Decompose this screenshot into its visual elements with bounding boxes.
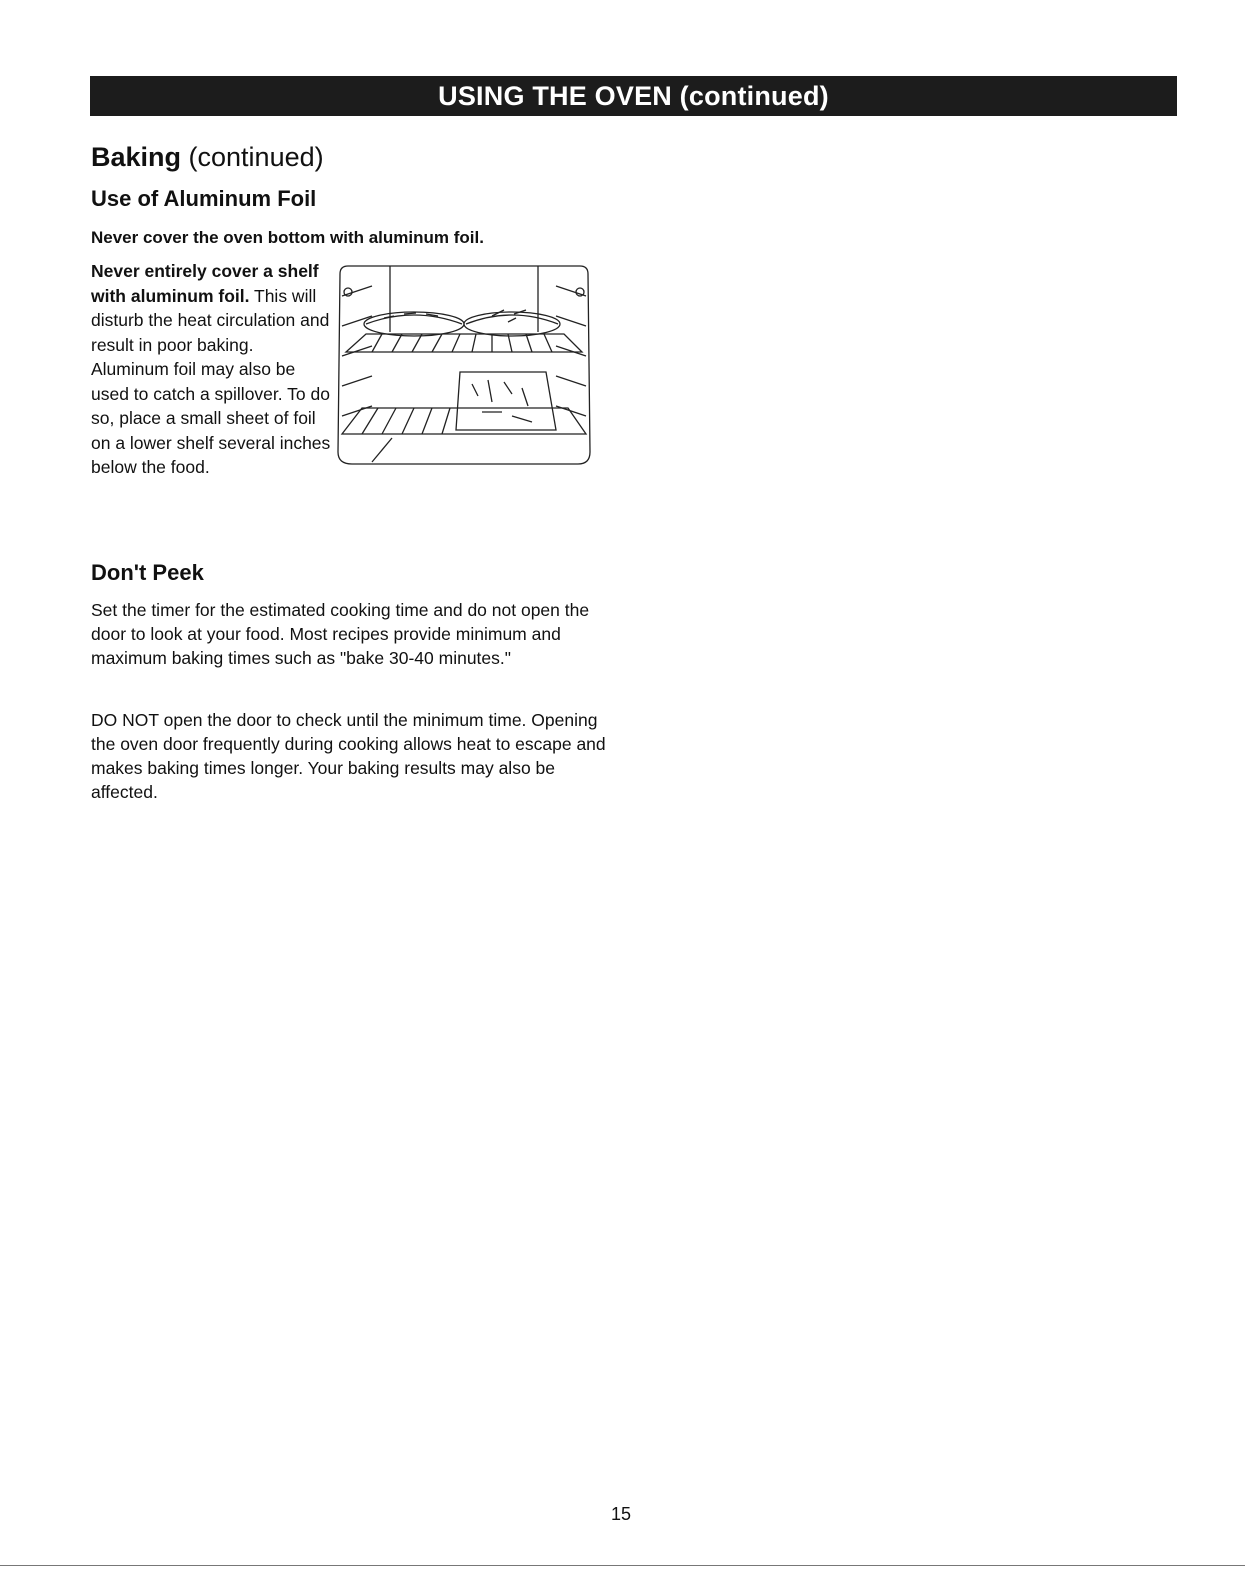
peek-paragraph-2: DO NOT open the door to check until the minimum time. Opening the oven door frequently during cooking allows heat to escape and makes baking times longer. Your baking results may also be affected. xyxy=(91,710,606,802)
page-number: 15 xyxy=(611,1504,632,1524)
foil-paragraph xyxy=(91,259,331,480)
oven-shelves-illustration xyxy=(332,262,596,470)
foil-bold-lead: Never entirely cover a shelf with aluminum foil. xyxy=(91,261,319,306)
banner-title: USING THE OVEN (continued) xyxy=(438,80,829,111)
peek-paragraph-1: Set the timer for the estimated cooking time and do not open the door to look at your food. Most recipes provide minimum and maximum baking times such as "bake 30-40 minutes." xyxy=(91,600,590,668)
foil-warning: Never cover the oven bottom with aluminum foil. xyxy=(91,228,484,247)
section-title-main: Baking xyxy=(91,142,182,172)
peek-heading: Don't Peek xyxy=(91,560,204,585)
section-title-suffix: (continued) xyxy=(181,142,324,172)
footer-rule xyxy=(0,1565,1245,1566)
foil-body: This will disturb the heat circulation and result in poor baking. Aluminum foil may also be used to catch a spillover. To do so, place a small sheet of foil on a lower shelf several inches below the food. xyxy=(91,285,331,477)
foil-heading: Use of Aluminum Foil xyxy=(91,186,317,211)
section-title xyxy=(91,142,324,173)
section-banner xyxy=(90,76,1177,116)
